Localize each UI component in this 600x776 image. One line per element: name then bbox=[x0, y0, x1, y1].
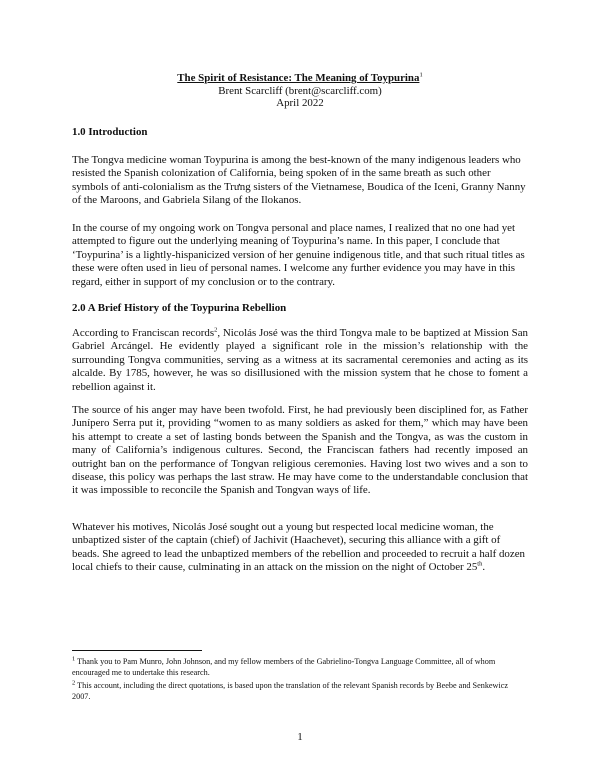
ordinal-suffix: th bbox=[477, 560, 483, 568]
footnote-2 bbox=[72, 681, 528, 702]
footnote-marker: 2 bbox=[214, 326, 218, 334]
author-line: Brent Scarcliff (brent@scarcliff.com) bbox=[218, 84, 382, 97]
paragraph-history-2: The source of his anger may have been twofold. First, he had previously been disciplined for, as Father Junípero Serra put it, providing “women to as many soldiers as asked for them,” which may have been his attempt to create a set of lasting bonds between the Spanish and the Tongva, as was the custom in many of California’s indigenous cultures. Second, the Franciscan fathers had recently imposed an outright ban on the performance of Tongvan religious ceremonies. Having lost two wives and a son to disease, this policy was perhaps the last straw. He may have come to the understandable conclusion that it was impossible to reconcile the Spanish and Tongvan ways of life. bbox=[72, 404, 528, 497]
paragraph-text: Whatever his motives, Nicolás José sought out a young but respected local medicine woman, the unbaptized sister of the captain (chief) of Jachivit (Haachevet), securing this alliance with a gift of beads. She agreed to lead the unbaptized members of the rebellion and proceeded to recruit a half dozen local chiefs to their cause, culminating in an attack on the mission on the night of October 25 bbox=[72, 521, 525, 574]
paragraph-intro-2: In the course of my ongoing work on Tongva personal and place names, I realized that no one had yet attempted to figure out the underlying meaning of Toypurina’s name. In this paper, I conclude that ‘Toypurina’ is a lightly-hispanicized version of her genuine indigenous title, and that such ritual titles as these were often used in lieu of personal names. I welcome any further evidence you may have in this regard, either in support of my conclusion or to the contrary. bbox=[72, 222, 525, 288]
section-heading-history: 2.0 A Brief History of the Toypurina Rebellion bbox=[72, 302, 287, 314]
paragraph-history-1 bbox=[72, 327, 528, 394]
section-heading-introduction: 1.0 Introduction bbox=[72, 126, 148, 138]
paragraph-text: , Nicolás José was the third Tongva male to be baptized at Mission San Gabriel Arcángel. He evidently played a significant role in the mission’s relationship with the surrounding Tongva communities, serving as a witness at its sacramental ceremonies and acting as its alcalde. By 1785, however, he was so disillusioned with the mission system that he chose to foment a rebellion against it. bbox=[72, 327, 528, 393]
footnote-marker: 1 bbox=[419, 71, 423, 79]
footnote-divider bbox=[72, 650, 202, 651]
date-line: April 2022 bbox=[276, 97, 324, 110]
footnote-text: Thank you to Pam Munro, John Johnson, and my fellow members of the Gabrielino-Tongva Language Committee, all of whom encouraged me to undertake this research. bbox=[72, 657, 496, 677]
paragraph-text: According to Franciscan records bbox=[72, 327, 215, 339]
footnote-number: 2 bbox=[72, 679, 76, 687]
paragraph-history-3 bbox=[72, 521, 528, 575]
title-line bbox=[72, 72, 528, 85]
document-title: The Spirit of Resistance: The Meaning of Toypurina bbox=[177, 72, 420, 84]
paragraph-intro-1: The Tongva medicine woman Toypurina is among the best-known of the many indigenous leaders who resisted the Spanish colonization of California, being spoken of in the same breath as such other symbols of anti-colonialism as the Trưng sisters of the Vietnamese, Boudica of the Iceni, Granny Nanny of the Maroons, and Gabriela Silang of the Ilokanos. bbox=[72, 154, 526, 207]
footnote-number: 1 bbox=[72, 655, 76, 663]
footnote-1 bbox=[72, 657, 528, 678]
paragraph-text: . bbox=[482, 561, 486, 574]
footnote-text: This account, including the direct quotations, is based upon the translation of the relevant Spanish records by Beebe and Senkewicz 2007. bbox=[72, 681, 509, 701]
page-number: 1 bbox=[297, 731, 303, 743]
document-header bbox=[72, 72, 528, 110]
